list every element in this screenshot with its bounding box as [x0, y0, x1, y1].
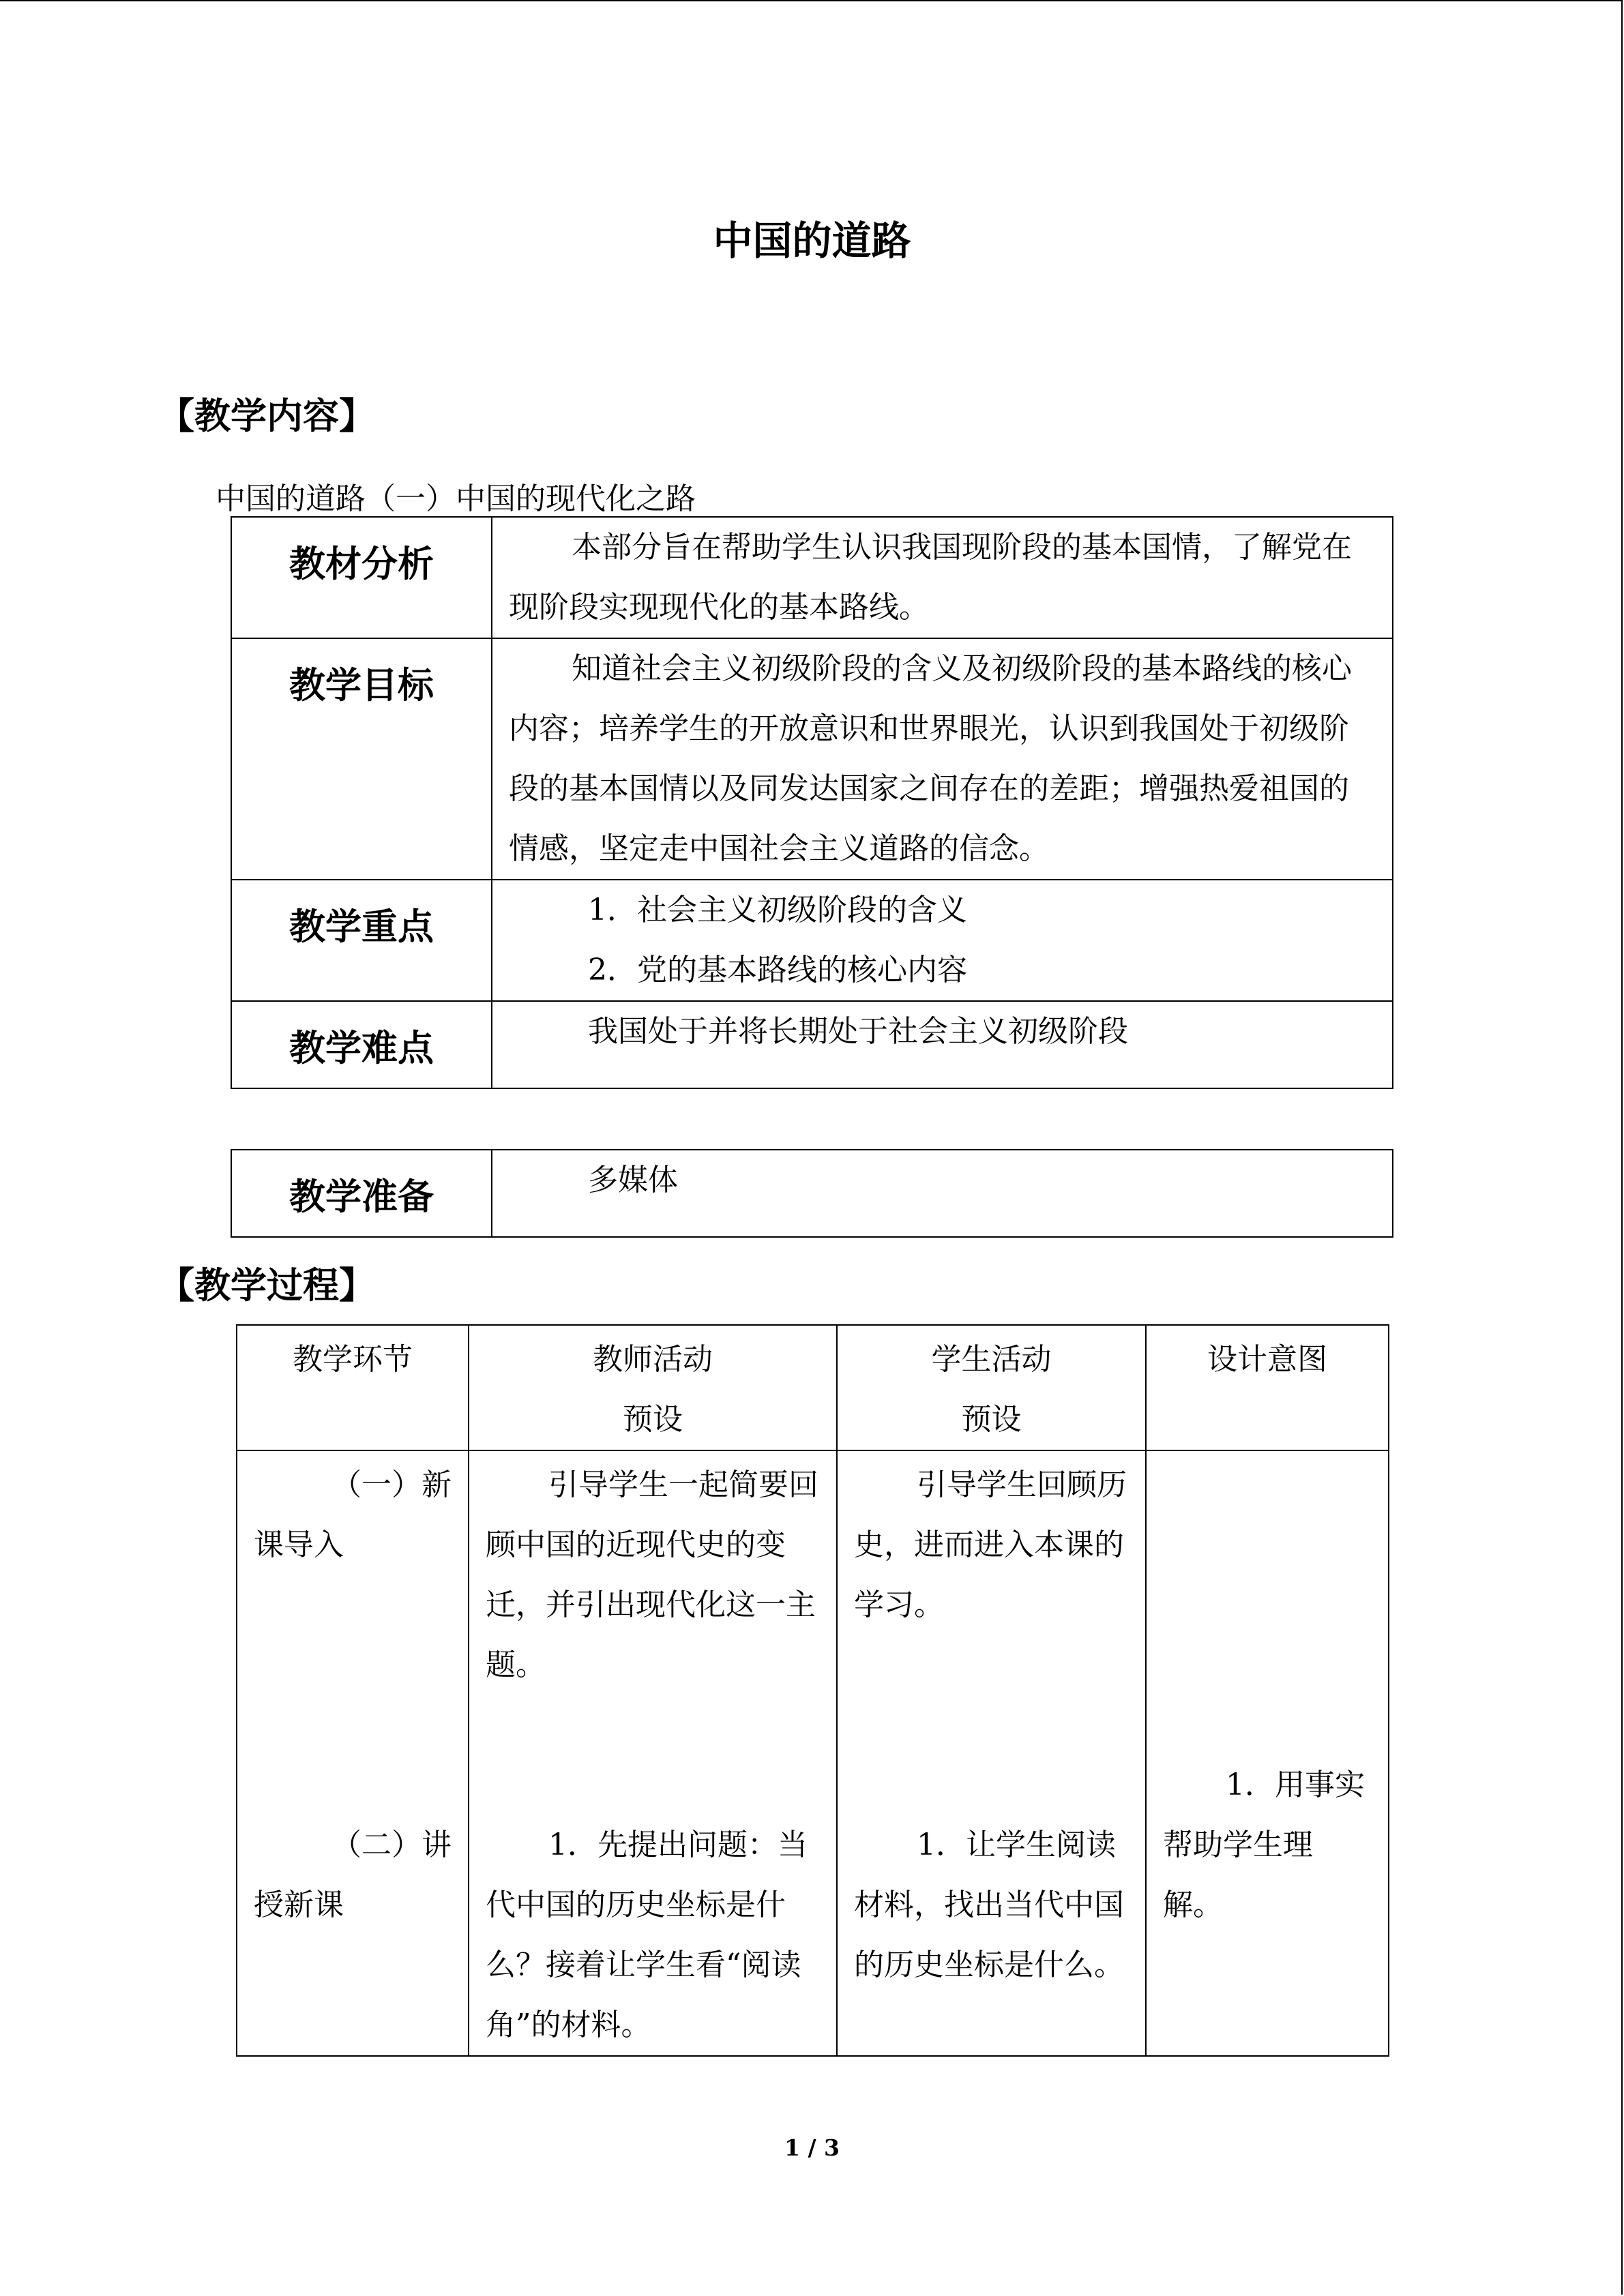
header-line: 教学环节	[293, 1342, 413, 1377]
process-header-cell	[237, 1325, 469, 1450]
prep-value: 多媒体	[588, 1163, 678, 1197]
header-line: 设计意图	[1207, 1342, 1327, 1377]
stage-text: 课导入	[254, 1527, 344, 1562]
teacher-text: 引导学生一起简要回顾中国的近现代史的变迁，并引出现代化这一主题。	[486, 1467, 818, 1682]
student-text: 1．让学生阅读材料，找出当代中国的历史坐标是什么。	[854, 1828, 1124, 1982]
lesson-info-table	[231, 516, 1393, 1089]
header-line: 学生活动	[931, 1342, 1052, 1377]
info-content	[492, 638, 1393, 880]
info-row-analysis	[231, 517, 1393, 638]
header-line: 预设	[623, 1402, 683, 1437]
intent-text: 1．用事实帮助学生理解。	[1163, 1768, 1365, 1922]
lesson-subtitle: 中国的道路（一）中国的现代化之路	[216, 481, 696, 516]
info-label: 教学难点	[231, 1001, 492, 1088]
info-label: 教学目标	[231, 638, 492, 880]
process-header-cell	[837, 1325, 1146, 1450]
header-line: 预设	[961, 1402, 1022, 1437]
stage-cell	[237, 1450, 469, 2056]
process-header-row	[237, 1325, 1389, 1450]
student-block	[838, 1455, 1145, 1995]
intent-block	[1147, 1455, 1388, 1935]
process-header-cell	[469, 1325, 837, 1450]
intent-cell	[1146, 1450, 1389, 2056]
info-content	[492, 880, 1393, 1001]
stage-text: （二）讲	[331, 1828, 452, 1862]
header-line: 教师活动	[593, 1342, 713, 1377]
info-text: 我国处于并将长期处于社会主义初级阶段	[588, 1014, 1128, 1049]
stage-text: 授新课	[254, 1888, 344, 1922]
stage-text: （一）新	[331, 1467, 452, 1502]
teacher-block	[469, 1455, 836, 2055]
info-text: 2．党的基本路线的核心内容	[588, 953, 967, 987]
stage-block	[237, 1455, 468, 1935]
info-row-objectives	[231, 638, 1393, 880]
prep-table	[231, 1149, 1393, 1238]
prep-row	[231, 1150, 1393, 1237]
prep-label: 教学准备	[231, 1150, 492, 1237]
process-table	[236, 1324, 1389, 2057]
prep-content	[492, 1150, 1393, 1237]
process-body-row	[237, 1450, 1389, 2056]
teacher-text: 1．先提出问题：当代中国的历史坐标是什么？接着让学生看“阅读角”的材料。	[486, 1828, 808, 2042]
document-title: 中国的道路	[713, 218, 911, 264]
teacher-cell	[469, 1450, 837, 2056]
info-label: 教学重点	[231, 880, 492, 1001]
process-header-cell	[1146, 1325, 1389, 1450]
info-text: 1．社会主义初级阶段的含义	[588, 893, 967, 927]
section-heading-content: 【教学内容】	[158, 396, 375, 437]
section-heading-process: 【教学过程】	[158, 1265, 375, 1307]
student-text: 引导学生回顾历史，进而进入本课的学习。	[854, 1467, 1127, 1622]
info-text: 知道社会主义初级阶段的含义及初级阶段的基本路线的核心内容；培养学生的开放意识和世界眼光，认识到我国处于初级阶段的基本国情以及同发达国家之间存在的差距；增强热爱祖国的情感，坚定走中国社会主义道路的信念。	[509, 651, 1352, 866]
info-row-key-points	[231, 880, 1393, 1001]
info-text: 本部分旨在帮助学生认识我国现阶段的基本国情，了解党在现阶段实现现代化的基本路线。	[509, 530, 1352, 625]
info-label: 教材分析	[231, 517, 492, 638]
student-cell	[837, 1450, 1146, 2056]
info-content	[492, 517, 1393, 638]
info-content	[492, 1001, 1393, 1088]
page-number: 1 / 3	[784, 2134, 840, 2161]
info-row-difficulty	[231, 1001, 1393, 1088]
